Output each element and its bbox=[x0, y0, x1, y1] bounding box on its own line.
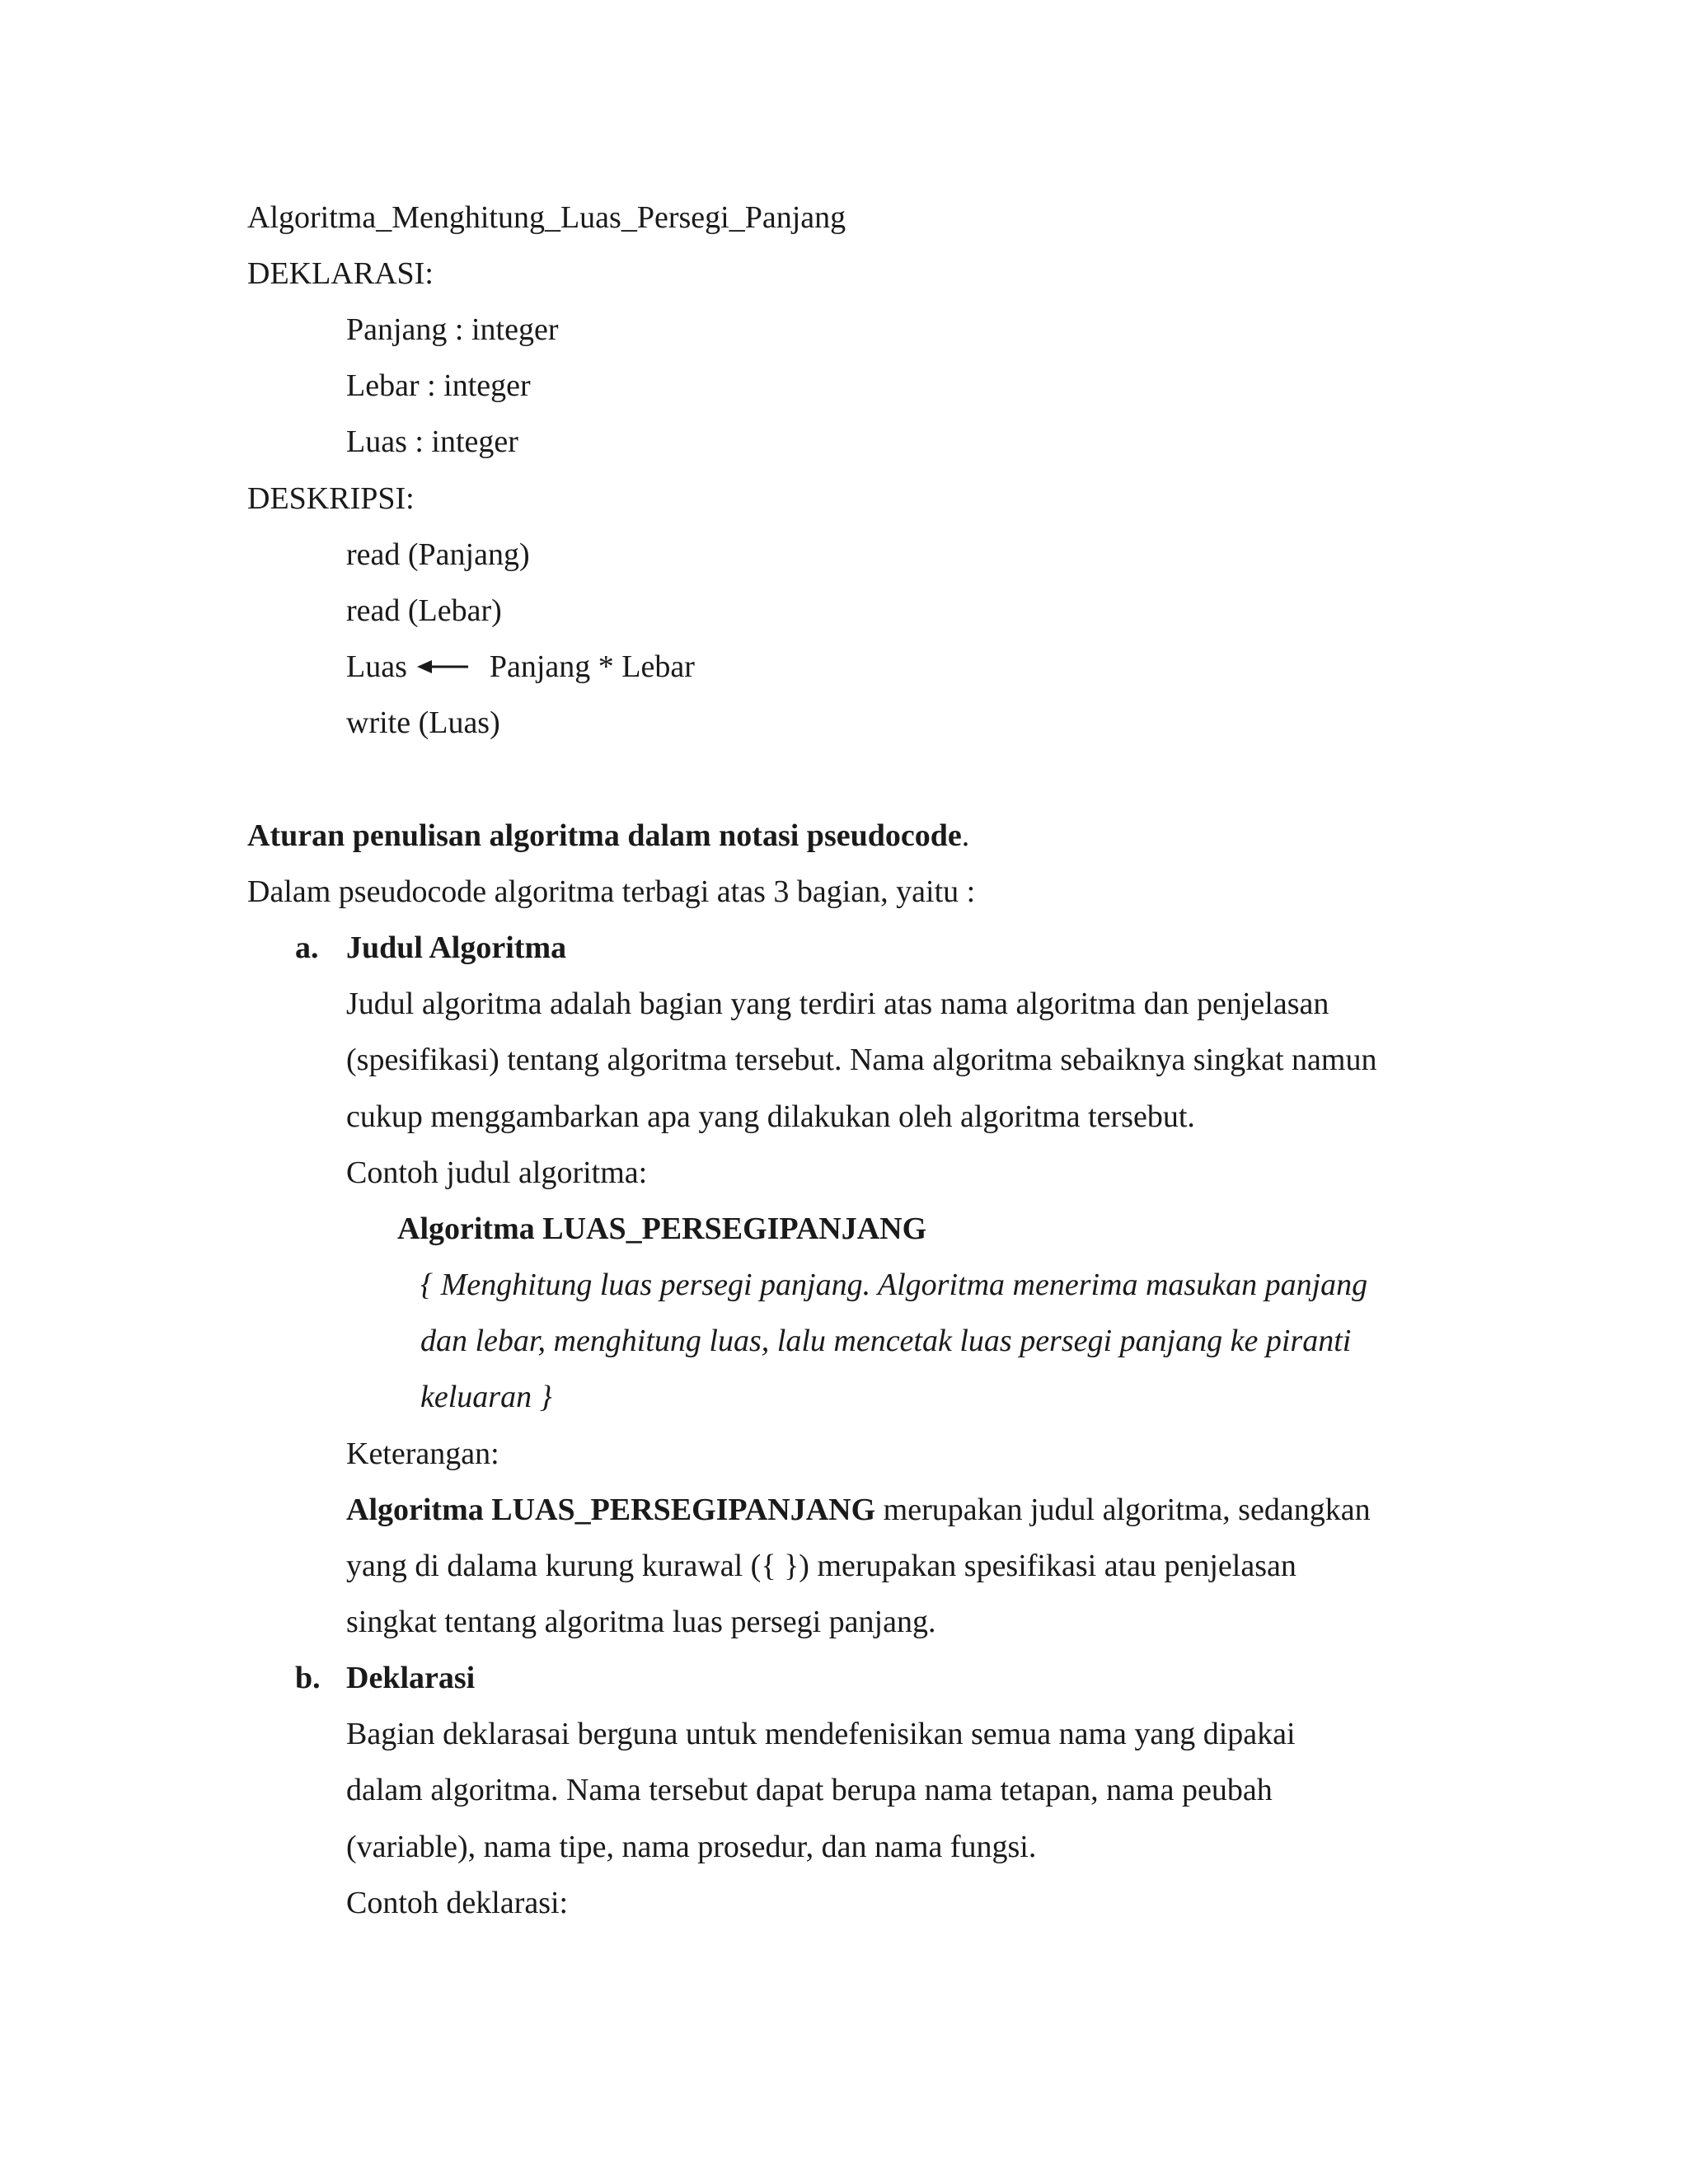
declaration-lebar: Lebar : integer bbox=[346, 368, 531, 403]
subsection-title-deklarasi: Deklarasi bbox=[346, 1661, 476, 1695]
deklarasi-label: DEKLARASI: bbox=[247, 256, 434, 291]
note-line-rest: merupakan judul algoritma, sedangkan bbox=[875, 1493, 1371, 1527]
subsection-title-judul: Judul Algoritma bbox=[346, 930, 567, 965]
example-label: Contoh judul algoritma: bbox=[346, 1155, 648, 1190]
statement-write-luas: write (Luas) bbox=[346, 705, 500, 740]
note-line bbox=[346, 1494, 1371, 1526]
statement-assignment bbox=[346, 651, 695, 682]
paragraph-line: (spesifikasi) tentang algoritma tersebut. Nama algoritma sebaiknya singkat namun bbox=[346, 1043, 1377, 1077]
section-heading bbox=[247, 820, 969, 851]
assign-target: Luas bbox=[346, 649, 407, 684]
assign-expression: Panjang * Lebar bbox=[489, 649, 695, 684]
deskripsi-label: DESKRIPSI: bbox=[247, 481, 415, 516]
list-marker-a: a. bbox=[295, 930, 319, 965]
statement-read-panjang: read (Panjang) bbox=[346, 537, 530, 572]
paragraph-line: (variable), nama tipe, nama prosedur, dan nama fungsi. bbox=[346, 1830, 1037, 1864]
example-algorithm-title: Algoritma LUAS_PERSEGIPANJANG bbox=[397, 1212, 927, 1246]
note-label: Keterangan: bbox=[346, 1436, 499, 1471]
paragraph-line: dalam algoritma. Nama tersebut dapat berupa nama tetapan, nama peubah bbox=[346, 1773, 1273, 1807]
intro-paragraph: Dalam pseudocode algoritma terbagi atas 3 bagian, yaitu : bbox=[247, 874, 976, 909]
example-spec-line: keluaran } bbox=[420, 1380, 552, 1414]
note-bold-title: Algoritma LUAS_PERSEGIPANJANG bbox=[346, 1493, 876, 1527]
note-line: singkat tentang algoritma luas persegi panjang. bbox=[346, 1605, 936, 1639]
list-marker-b: b. bbox=[295, 1661, 321, 1695]
example-label: Contoh deklarasi: bbox=[346, 1886, 569, 1920]
heading-period: . bbox=[961, 818, 970, 853]
heading-text: Aturan penulisan algoritma dalam notasi pseudocode bbox=[247, 818, 962, 853]
example-spec-line: dan lebar, menghitung luas, lalu mencetak luas persegi panjang ke piranti bbox=[420, 1324, 1352, 1358]
declaration-panjang: Panjang : integer bbox=[346, 312, 559, 347]
algorithm-title: Algoritma_Menghitung_Luas_Persegi_Panjang bbox=[247, 200, 846, 235]
paragraph-line: Judul algoritma adalah bagian yang terdiri atas nama algoritma dan penjelasan bbox=[346, 987, 1329, 1021]
paragraph-line: cukup menggambarkan apa yang dilakukan oleh algoritma tersebut. bbox=[346, 1099, 1195, 1134]
note-line: yang di dalama kurung kurawal ({ }) merupakan spesifikasi atau penjelasan bbox=[346, 1549, 1296, 1583]
paragraph-line: Bagian deklarasai berguna untuk mendefenisikan semua nama yang dipakai bbox=[346, 1717, 1296, 1751]
declaration-luas: Luas : integer bbox=[346, 424, 518, 459]
example-spec-line: { Menghitung luas persegi panjang. Algoritma menerima masukan panjang bbox=[420, 1268, 1368, 1302]
statement-read-lebar: read (Lebar) bbox=[346, 593, 502, 628]
left-arrow-icon bbox=[415, 651, 470, 682]
